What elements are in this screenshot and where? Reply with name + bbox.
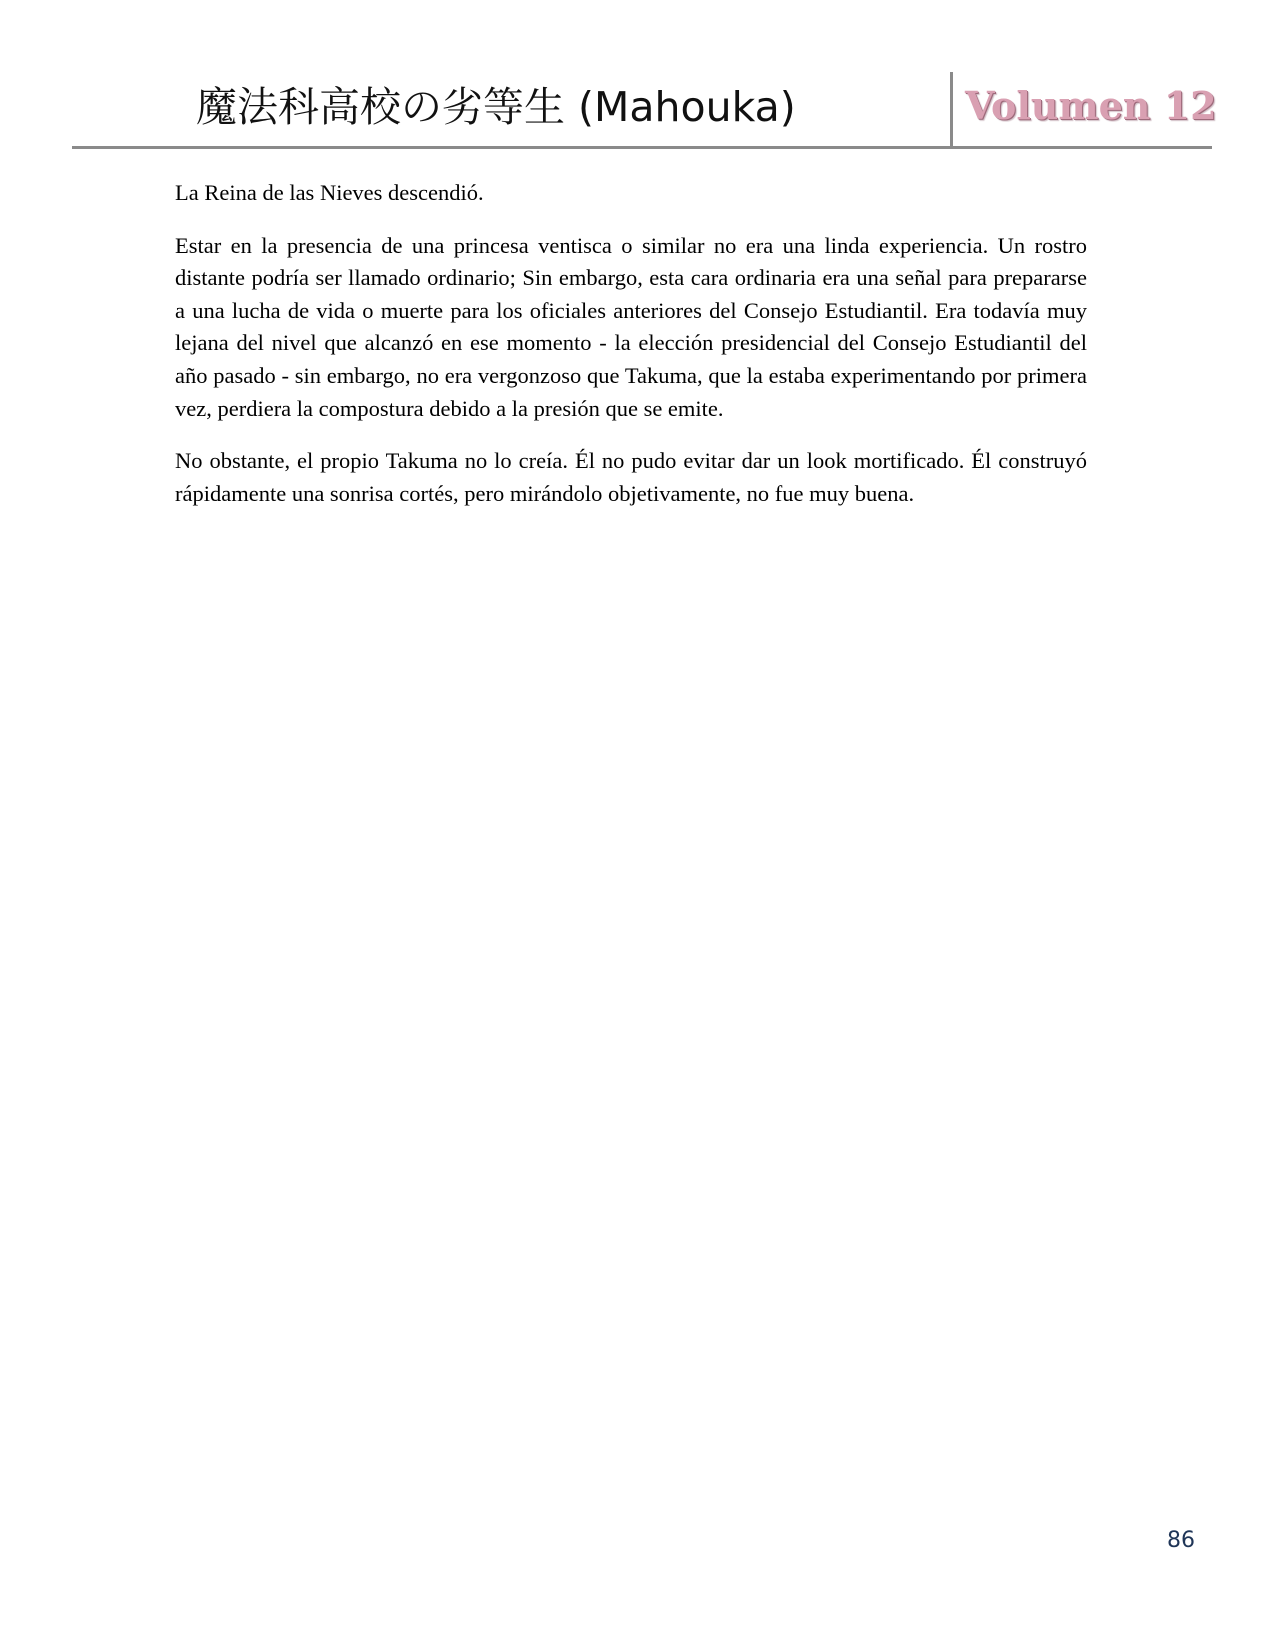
- page-header: [72, 70, 1217, 150]
- paragraph: No obstante, el propio Takuma no lo creía. Él no pudo evitar dar un look mortificado. Él construyó rápidamente una sonrisa cortés, pero mirándolo objetivamente, no fue muy buena.: [175, 448, 1087, 506]
- page-number: 86: [1167, 1528, 1195, 1553]
- header-rule: [72, 146, 1212, 149]
- header-vertical-divider: [950, 72, 953, 148]
- book-title: 魔法科高校の劣等生 (Mahouka): [196, 83, 796, 131]
- volume-label: Volumen 12: [965, 83, 1217, 128]
- paragraph: La Reina de las Nieves descendió.: [175, 180, 484, 205]
- paragraph: Estar en la presencia de una princesa ventisca o similar no era una linda experiencia. Un rostro distante podría ser llamado ordinario; Sin embargo, esta cara ordinaria era una señal para prepararse a una lucha de vida o muerte para los oficiales anteriores del Consejo Estudiantil. Era todavía muy lejana del nivel que alcanzó en ese momento - la elección presidencial del Consejo Estudiantil del año pasado - sin embargo, no era vergonzoso que Takuma, que la estaba experimentando por primera vez, perdiera la compostura debido a la presión que se emite.: [175, 232, 1087, 421]
- page-body: [175, 177, 1087, 530]
